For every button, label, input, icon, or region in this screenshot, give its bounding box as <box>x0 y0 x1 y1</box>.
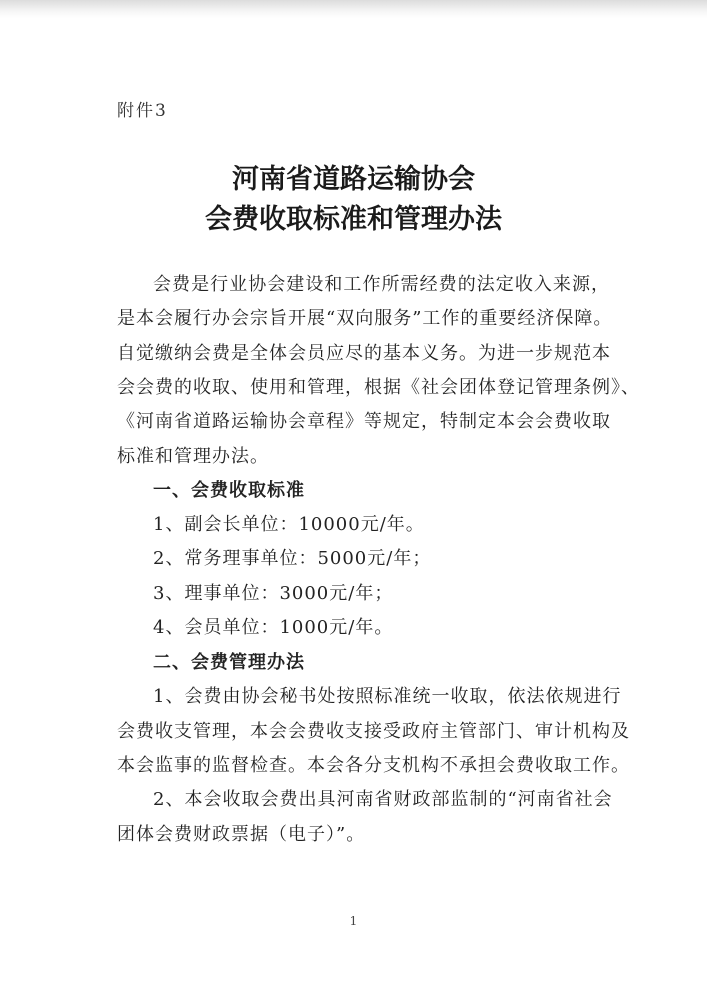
intro-line: 《河南省道路运输协会章程》等规定，特制定本会会费收取 <box>117 411 611 432</box>
fee-item: 1、副会长单位：10000元/年。 <box>153 514 425 535</box>
rule-line: 会费收支管理，本会会费收支接受政府主管部门、审计机构及 <box>117 721 630 742</box>
section-heading-fee-management: 二、会费管理办法 <box>153 652 305 673</box>
scan-edge <box>0 0 707 18</box>
document-title-line1: 河南省道路运输协会 <box>232 164 475 195</box>
rule-line: 1、会费由协会秘书处按照标准统一收取，依法依规进行 <box>153 686 622 707</box>
intro-line: 会会费的收取、使用和管理，根据《社会团体登记管理条例》、 <box>117 377 640 398</box>
intro-line: 自觉缴纳会费是全体会员应尽的基本义务。为进一步规范本 <box>117 343 611 364</box>
intro-line: 会费是行业协会建设和工作所需经费的法定收入来源， <box>153 274 610 295</box>
section-heading-fee-standard: 一、会费收取标准 <box>153 480 305 501</box>
rule-line: 2、本会收取会费出具河南省财政部监制的“河南省社会 <box>153 789 613 810</box>
attachment-label: 附件3 <box>117 101 168 121</box>
rule-line: 团体会费财政票据（电子）”。 <box>117 824 366 845</box>
page-number: 1 <box>349 914 358 928</box>
fee-item: 2、常务理事单位：5000元/年； <box>153 548 432 569</box>
fee-item: 3、理事单位：3000元/年； <box>153 583 394 604</box>
document-title-line2: 会费收取标准和管理办法 <box>205 204 502 235</box>
intro-line: 标准和管理办法。 <box>117 446 269 467</box>
rule-line: 本会监事的监督检查。本会各分支机构不承担会费收取工作。 <box>117 755 630 776</box>
fee-item: 4、会员单位：1000元/年。 <box>153 617 394 638</box>
intro-line: 是本会履行办会宗旨开展“双向服务”工作的重要经济保障。 <box>117 308 613 329</box>
